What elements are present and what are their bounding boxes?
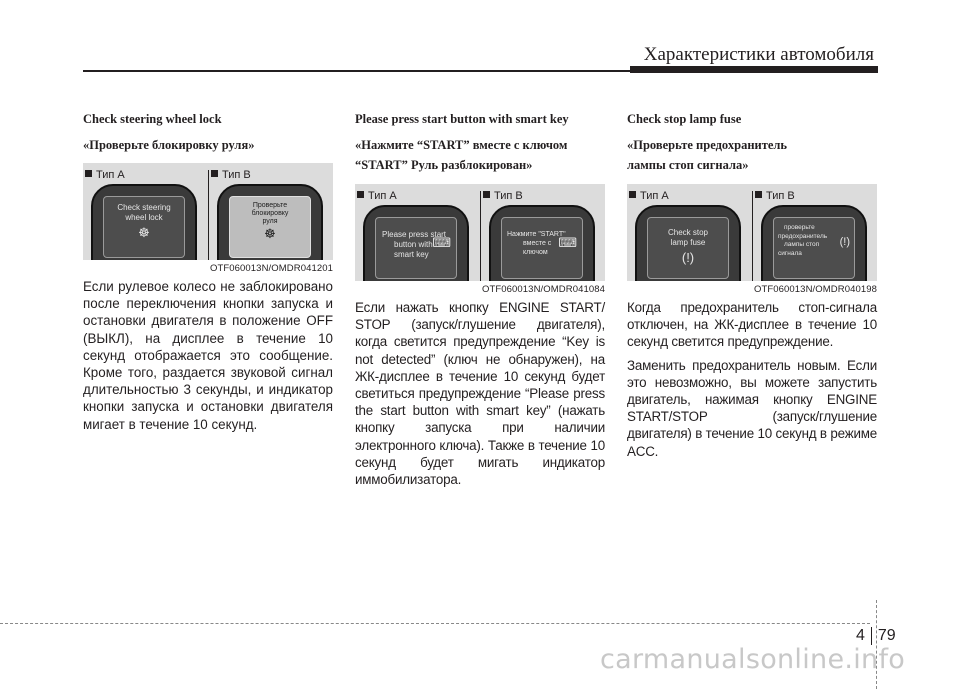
- section-heading-ru: «Проверьте предохранитель: [627, 138, 788, 152]
- lcd-text-line: Please press start: [382, 230, 447, 239]
- panel-type-b: [752, 191, 875, 281]
- lcd-text-line: button with: [394, 240, 433, 249]
- lcd-text-line: Проверьте: [252, 202, 288, 209]
- type-b-label: Тип B: [211, 169, 251, 181]
- lcd-screen: [773, 217, 855, 279]
- section-heading-en: Please press start button with smart key: [355, 112, 569, 126]
- bullet-square-icon: [483, 191, 490, 198]
- bullet-square-icon: [755, 191, 762, 198]
- type-a-label: Тип A: [357, 190, 397, 202]
- lcd-screen: [375, 217, 457, 279]
- lcd-text-line: руля: [262, 218, 278, 225]
- cluster-display: [217, 184, 323, 260]
- section-stop-lamp-fuse: [627, 112, 877, 460]
- lcd-text-line: предохранитель: [778, 232, 828, 240]
- figure-caption: OTF060013N/OMDR041084: [481, 284, 605, 295]
- chapter-number: 4: [856, 627, 872, 645]
- bullet-square-icon: [357, 191, 364, 198]
- cluster-display: [489, 205, 595, 281]
- cluster-display: [761, 205, 867, 281]
- section-heading-ru: «Проверьте блокировку руля»: [83, 138, 255, 152]
- panel-type-b: [208, 170, 331, 260]
- lcd-text-line: Check steering: [117, 203, 171, 212]
- body-paragraph: Если рулевое колесо не заблокировано после переключения кнопки запуска и остановки двигателя в положение OFF (ВЫКЛ), на дисплее в течение 10 секунд отображается это сообщение. Кроме того, раздается звуковой сигнал длительностью 3 секунды, и индикатор кнопки запуска и остановки двигателя мигает в течение 10 секунд.: [83, 279, 333, 432]
- lcd-text-line: wheel lock: [125, 213, 163, 222]
- bullet-square-icon: [85, 170, 92, 177]
- section-press-start: [355, 112, 605, 488]
- lcd-screen: [501, 217, 583, 279]
- watermark: carmanualsonline.info: [600, 644, 906, 675]
- section-heading-en: Check stop lamp fuse: [627, 112, 742, 126]
- body-paragraph: Когда предохранитель стоп-сигнала отключен, на ЖК-дисплее в течение 10 секунд светится предупреждение.: [627, 300, 877, 350]
- stop-lamp-icon: (!): [681, 250, 695, 265]
- lcd-text-line: lamp fuse: [670, 238, 706, 247]
- smart-key-icon: ⌨: [432, 235, 451, 250]
- lcd-screen: [229, 196, 311, 258]
- page-number-value: 79: [877, 627, 896, 644]
- stop-lamp-icon: (!): [839, 236, 850, 248]
- bullet-square-icon: [629, 191, 636, 198]
- footer-rule: [0, 623, 870, 624]
- steering-wheel-icon: ☸: [138, 225, 150, 240]
- panel-type-a: [355, 191, 477, 281]
- cluster-figure: [627, 184, 877, 281]
- type-a-label: Тип A: [629, 190, 669, 202]
- bullet-square-icon: [211, 170, 218, 177]
- lcd-text-line: проверьте: [784, 224, 815, 231]
- lcd-text-line: лампы стоп: [784, 241, 820, 248]
- body-paragraph: Заменить предохранитель новым. Если это невозможно, вы можете запустить двигатель, нажимая кнопку ENGINE START/STOP (запуск/глушение двигателя) в течение 10 секунд в режиме ACC.: [627, 357, 877, 459]
- type-b-label: Тип B: [483, 190, 523, 202]
- lcd-text-line: Check stop: [667, 228, 709, 237]
- section-heading-ru: “START” Руль разблокирован»: [355, 158, 533, 172]
- cluster-display: [363, 205, 469, 281]
- type-b-label: Тип B: [755, 190, 795, 202]
- section-heading-en: Check steering wheel lock: [83, 112, 222, 126]
- lcd-text-line: ключом: [523, 249, 548, 256]
- cluster-display: [635, 205, 741, 281]
- lcd-text-line: smart key: [394, 250, 429, 259]
- lcd-text-line: блокировку: [251, 210, 289, 217]
- section-heading-ru: «Нажмите “START” вместе с ключом: [355, 138, 568, 152]
- smart-key-icon: ⌨: [558, 235, 577, 250]
- panel-type-b: [480, 191, 603, 281]
- cluster-display: [91, 184, 197, 260]
- section-steering-lock: [83, 112, 333, 433]
- header-title: Характеристики автомобиля: [643, 44, 874, 65]
- panel-type-a: [627, 191, 749, 281]
- panel-type-a: [83, 170, 205, 260]
- cluster-figure: [355, 184, 605, 281]
- lcd-screen: [103, 196, 185, 258]
- body-paragraph: Если нажать кнопку ENGINE START/ STOP (запуск/глушение двигателя), когда светится предупреждение “Key is not detected” (ключ не обнаружен), на ЖК-дисплее в течение 10 секунд будет светиться предупреждение “Please press the start button with smart key” (нажать кнопку запуска при наличии электронного ключа). Также в течение 10 секунд будет мигать индикатор иммобилизатора.: [355, 300, 605, 488]
- figure-caption: OTF060013N/OMDR040198: [753, 284, 877, 295]
- lcd-text-line: Нажмите "START": [507, 231, 566, 238]
- lcd-screen: [647, 217, 729, 279]
- page-number: [856, 627, 896, 645]
- cluster-figure: [83, 163, 333, 260]
- steering-wheel-icon: ☸: [264, 226, 276, 241]
- header-rule-accent: [630, 66, 878, 73]
- type-a-label: Тип A: [85, 169, 125, 181]
- figure-caption: OTF060013N/OMDR041201: [209, 263, 333, 274]
- lcd-text-line: вместе с: [523, 240, 552, 247]
- lcd-text-line: сигнала: [778, 249, 802, 257]
- section-heading-ru: лампы стоп сигнала»: [627, 158, 749, 172]
